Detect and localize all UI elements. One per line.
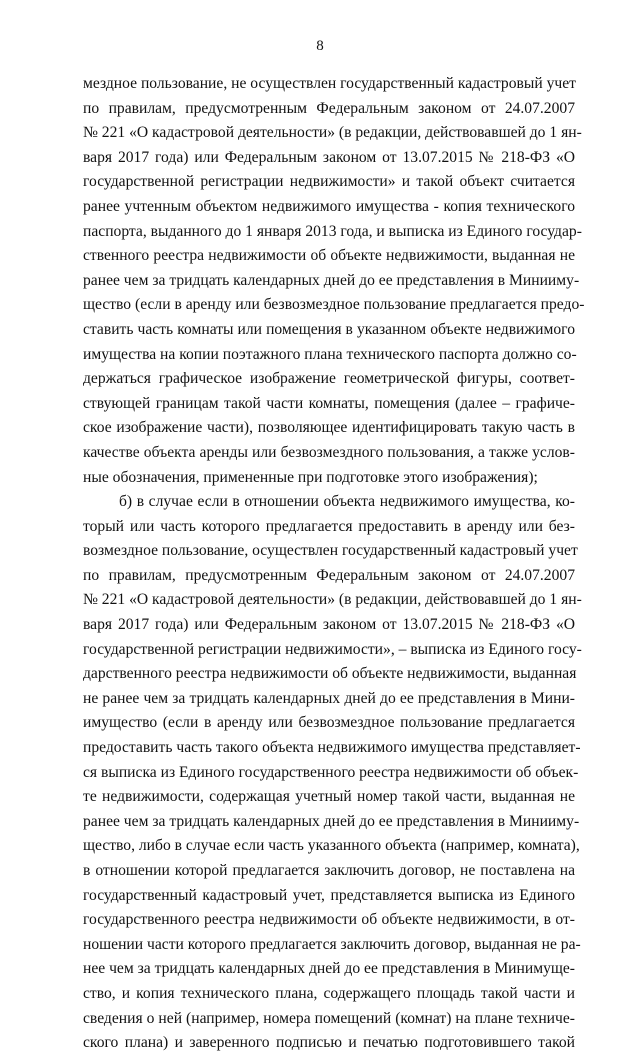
text-line: ношении части которого предлагается заключить договор, выданная не ра- [83,935,581,953]
text-line: сведения о ней (например, номера помещений (комнат) на плане техниче- [83,1009,575,1027]
text-line: мездное пользование, не осуществлен государственный кадастровый учет [83,75,576,92]
text-line: щество (если в аренду или безвозмездное пользование предлагается предо- [83,296,585,314]
text-line: имущество (если в аренду или безвозмездное пользование предлагается [83,714,575,732]
text-line: государственной регистрации недвижимости», – выписка из Единого госу- [83,640,582,658]
text-line: ского плана) и заверенного подписью и печатью подготовившего такой [83,1034,575,1052]
text-line: ставить часть комнаты или помещения в указанном объекте недвижимого [83,320,575,338]
text-line: ранее чем за тридцать календарных дней до ее представления в Минииму- [83,812,580,830]
text-line: государственного реестра недвижимости об объекте недвижимости, в от- [83,911,575,929]
paragraph-b [83,490,582,1056]
text-line: предоставить часть такого объекта недвижимого имущества представляет- [83,739,581,757]
text-line: ское изображение части), позволяющее идентифицировать такую часть в [83,419,575,437]
text-line: по правилам, предусмотренным Федеральным законом от 24.07.2007 [83,566,575,584]
text-line: держаться графическое изображение геометрической фигуры, соответ- [83,370,575,388]
text-line: № 221 «О кадастровой деятельности» (в редакции, действовавшей до 1 ян- [83,591,582,609]
text-line: ство, и копия технического плана, содержащего площадь такой части и [83,984,575,1002]
text-line: паспорта, выданного до 1 января 2013 года, и выписка из Единого государ- [83,222,582,240]
text-line: ранее чем за тридцать календарных дней до ее представления в Минииму- [83,271,580,289]
text-line: ные обозначения, примененные при подготовке этого изображения); [83,468,538,486]
text-line: варя 2017 года) или Федеральным законом от 13.07.2015 № 218-ФЗ «О [83,148,575,166]
text-line: имущества на копии поэтажного плана технического паспорта должно со- [83,345,577,363]
text-line: нее чем за тридцать календарных дней до ее представления в Минимуще- [83,960,576,978]
text-line: возмездное пользование, осуществлен государственный кадастровый учет [83,542,578,560]
text-line: варя 2017 года) или Федеральным законом от 13.07.2015 № 218-ФЗ «О [83,616,575,634]
text-line: ранее учтенным объектом недвижимого имущества - копия технического [83,197,575,215]
text-line: по правилам, предусмотренным Федеральным законом от 24.07.2007 [83,99,575,117]
text-line: государственной регистрации недвижимости» и такой объект считается [83,173,575,191]
text-line: торый или часть которого предлагается предоставить в аренду или без- [83,517,575,535]
text-line: государственный кадастровый учет, представляется выписка из Единого [83,886,575,904]
document-body [83,72,585,1056]
text-line: те недвижимости, содержащая учетный номер такой части, выданная не [83,788,575,806]
text-line: дарственного реестра недвижимости об объекте недвижимости, выданная [83,665,577,683]
text-line: щество, либо в случае если часть указанного объекта (например, комната), [83,837,580,855]
text-line: качестве объекта аренды или безвозмездного пользования, а также услов- [83,443,575,461]
text-line: в отношении которой предлагается заключить договор, не поставлена на [83,862,575,879]
page-number: 8 [316,38,324,54]
text-line: не ранее чем за тридцать календарных дней до ее представления в Мини- [83,689,575,707]
text-line: ствующей границам такой части комнаты, помещения (далее – графиче- [83,394,575,412]
text-line: б) в случае если в отношении объекта недвижимого имущества, ко- [119,493,575,511]
paragraph-continuation [83,72,585,490]
text-line: ственного реестра недвижимости об объекте недвижимости, выданная не [83,247,575,265]
text-line: № 221 «О кадастровой деятельности» (в редакции, действовавшей до 1 ян- [83,124,582,142]
text-line: ся выписка из Единого государственного реестра недвижимости об объек- [83,763,579,781]
